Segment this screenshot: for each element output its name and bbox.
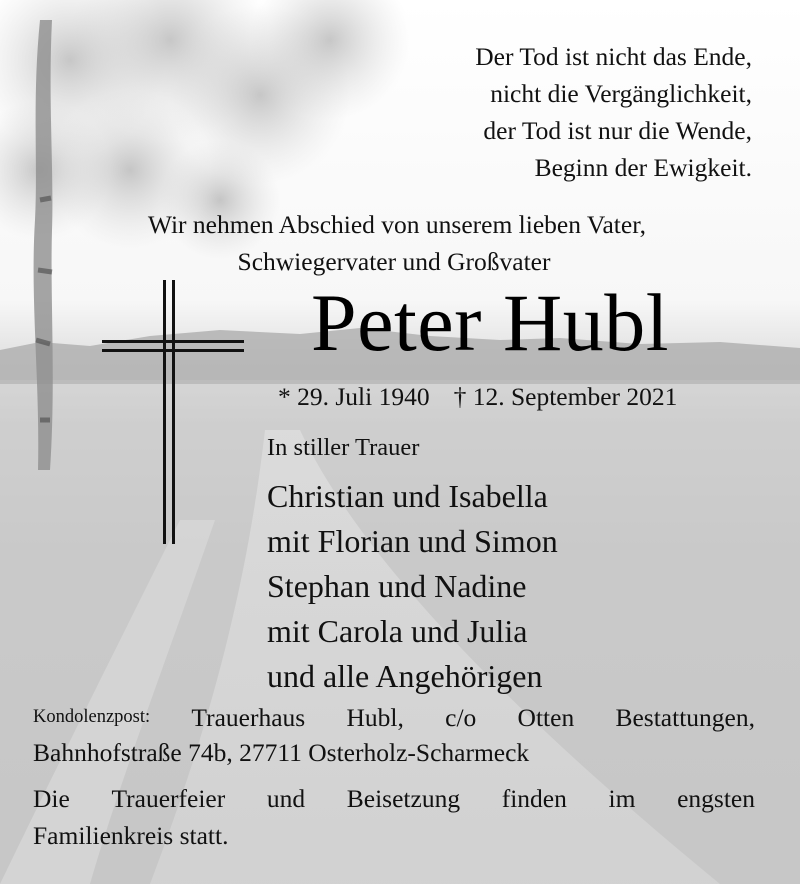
condolence-word: c/o [445,703,477,732]
poem-line: der Tod ist nur die Wende, [483,116,752,145]
service-word: Die [33,784,70,813]
life-dates [278,380,677,414]
farewell-line: Wir nehmen Abschied von unserem lieben Vater, [147,210,647,239]
mourner-line: Stephan und Nadine [267,568,527,604]
service-word: engsten [677,784,755,813]
poem-line: Der Tod ist nicht das Ende, [475,42,752,71]
condolence-word: Trauerhaus [191,703,306,732]
cross-icon [100,278,246,546]
condolence-word: Bestattungen, [615,703,755,732]
poem [475,38,752,186]
farewell-text [0,206,800,280]
condolence-word: Hubl, [346,703,404,732]
condolence-address [33,700,755,770]
condolence-word: Otten [517,703,575,732]
service-notice [33,780,755,854]
mourner-line: und alle Angehörigen [267,658,543,694]
service-word: Trauerfeier [111,784,226,813]
mourner-line: mit Carola und Julia [267,613,528,649]
mourner-line: Christian und Isabella [267,478,548,514]
mourning-intro: In stiller Trauer [267,434,420,461]
service-word: im [608,784,636,813]
service-line: Familienkreis statt. [33,821,229,850]
poem-line: nicht die Vergänglichkeit, [490,79,752,108]
service-word: finden [501,784,567,813]
death-date: † 12. September 2021 [453,382,678,411]
poem-line: Beginn der Ewigkeit. [534,153,752,182]
condolence-street: Bahnhofstraße 74b, 27711 Osterholz-Scharmeck [33,738,530,767]
mourners-list [267,474,558,699]
farewell-line: Schwiegervater und Großvater [237,247,551,276]
mourner-line: mit Florian und Simon [267,523,558,559]
service-word: Beisetzung [346,784,461,813]
condolence-label: Kondolenzpost: [33,707,151,727]
deceased-name: Peter Hubl [311,277,669,368]
service-word: und [266,784,306,813]
birth-date: * 29. Juli 1940 [278,382,430,411]
